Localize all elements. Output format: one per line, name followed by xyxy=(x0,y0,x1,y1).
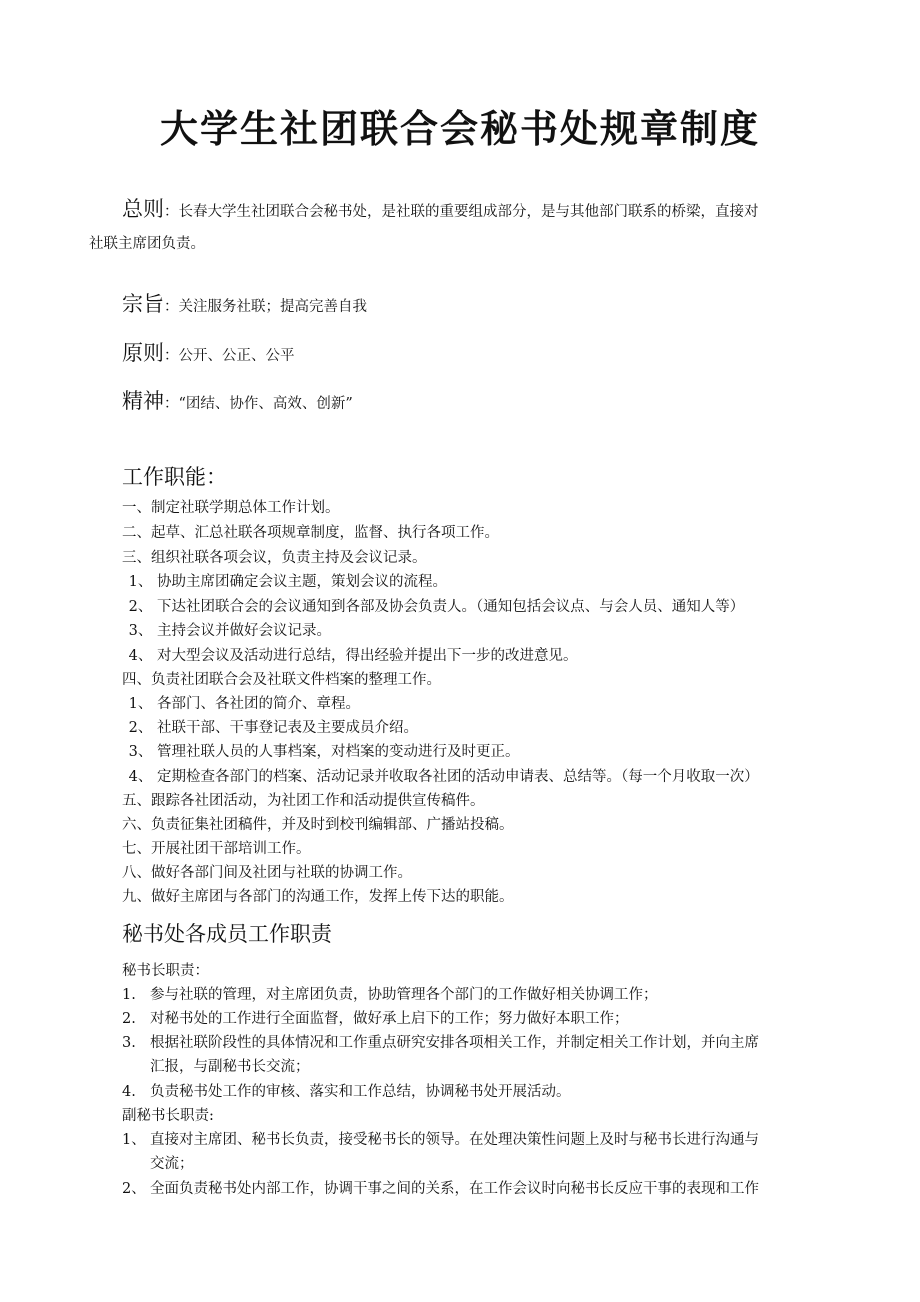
function-item: 五、跟踪各社团活动，为社团工作和活动提供宣传稿件。 xyxy=(122,793,485,809)
principle-head: 原则 xyxy=(122,341,164,365)
duty-number: 4. xyxy=(122,1084,136,1100)
function-item: 九、做好主席团与各部门的沟通工作，发挥上传下达的职能。 xyxy=(122,889,514,905)
function-item: 八、做好各部门间及社团与社联的协调工作。 xyxy=(122,865,412,881)
duty-text: 全面负责秘书处内部工作，协调干事之间的关系，在工作会议时向秘书长反应干事的表现和工作 xyxy=(150,1181,759,1197)
duty-text-continuation: 交流； xyxy=(150,1156,194,1172)
function-subitem: 3、 管理社联人员的人事档案，对档案的变动进行及时更正。 xyxy=(124,744,520,760)
spirit-text: ：“团结、协作、高效、创新” xyxy=(164,396,353,412)
function-item: 二、起草、汇总社联各项规章制度，监督、执行各项工作。 xyxy=(122,525,499,541)
duty-number: 2、 xyxy=(122,1181,146,1197)
principle-text: ：公开、公正、公平 xyxy=(164,348,295,364)
secretary-general-label: 秘书长职责： xyxy=(122,963,209,979)
function-item: 四、负责社团联合会及社联文件档案的整理工作。 xyxy=(122,672,441,688)
purpose-text: ：关注服务社联；提高完善自我 xyxy=(164,299,367,315)
function-item: 六、负责征集社团稿件，并及时到校刊编辑部、广播站投稿。 xyxy=(122,817,514,833)
general-line1: ：长春大学生社团联合会秘书处，是社联的重要组成部分，是与其他部门联系的桥梁，直接对 xyxy=(164,204,759,220)
deputy-label: 副秘书长职责: xyxy=(122,1108,214,1124)
general-section xyxy=(122,199,759,222)
duty-number: 1、 xyxy=(122,1132,146,1148)
duty-text-continuation: 汇报，与副秘书长交流； xyxy=(150,1059,310,1075)
function-subitem: 1、 各部门、各社团的简介、章程。 xyxy=(124,696,360,712)
function-item: 七、开展社团干部培训工作。 xyxy=(122,841,311,857)
purpose-head: 宗旨 xyxy=(122,292,164,316)
duty-text: 参与社联的管理，对主席团负责，协助管理各个部门的工作做好相关协调工作； xyxy=(150,987,658,1003)
duty-text: 负责秘书处工作的审核、落实和工作总结，协调秘书处开展活动。 xyxy=(150,1084,571,1100)
principle-row xyxy=(122,343,295,366)
purpose-row xyxy=(122,294,367,317)
duty-number: 3. xyxy=(122,1035,136,1051)
spirit-row xyxy=(122,391,353,414)
function-subitem: 1、 协助主席团确定会议主题，策划会议的流程。 xyxy=(124,574,447,590)
function-subitem: 4、 定期检查各部门的档案、活动记录并收取各社团的活动申请表、总结等。（每一个月收取一次） xyxy=(124,769,759,785)
function-subitem: 3、 主持会议并做好会议记录。 xyxy=(124,623,331,639)
duties-heading: 秘书处各成员工作职责 xyxy=(122,922,332,946)
function-item: 三、组织社联各项会议，负责主持及会议记录。 xyxy=(122,550,427,566)
document-title: 大学生社团联合会秘书处规章制度 xyxy=(159,106,760,151)
duty-text: 根据社联阶段性的具体情况和工作重点研究安排各项相关工作，并制定相关工作计划，并向主席 xyxy=(150,1035,759,1051)
function-subitem: 4、 对大型会议及活动进行总结，得出经验并提出下一步的改进意见。 xyxy=(124,648,578,664)
general-line2: 社联主席团负责。 xyxy=(89,236,205,252)
duty-number: 2. xyxy=(122,1011,136,1027)
duty-text: 对秘书处的工作进行全面监督，做好承上启下的工作；努力做好本职工作； xyxy=(150,1011,629,1027)
functions-heading: 工作职能： xyxy=(122,465,227,489)
duty-text: 直接对主席团、秘书长负责，接受秘书长的领导。在处理决策性问题上及时与秘书长进行沟通与 xyxy=(150,1132,759,1148)
spirit-head: 精神 xyxy=(122,389,164,413)
function-subitem: 2、 下达社团联合会的会议通知到各部及协会负责人。（通知包括会议点、与会人员、通知人等） xyxy=(124,599,745,615)
duty-number: 1. xyxy=(122,987,136,1003)
function-subitem: 2、 社联干部、干事登记表及主要成员介绍。 xyxy=(124,720,418,736)
function-item: 一、制定社联学期总体工作计划。 xyxy=(122,500,340,516)
general-head: 总则 xyxy=(122,197,164,221)
